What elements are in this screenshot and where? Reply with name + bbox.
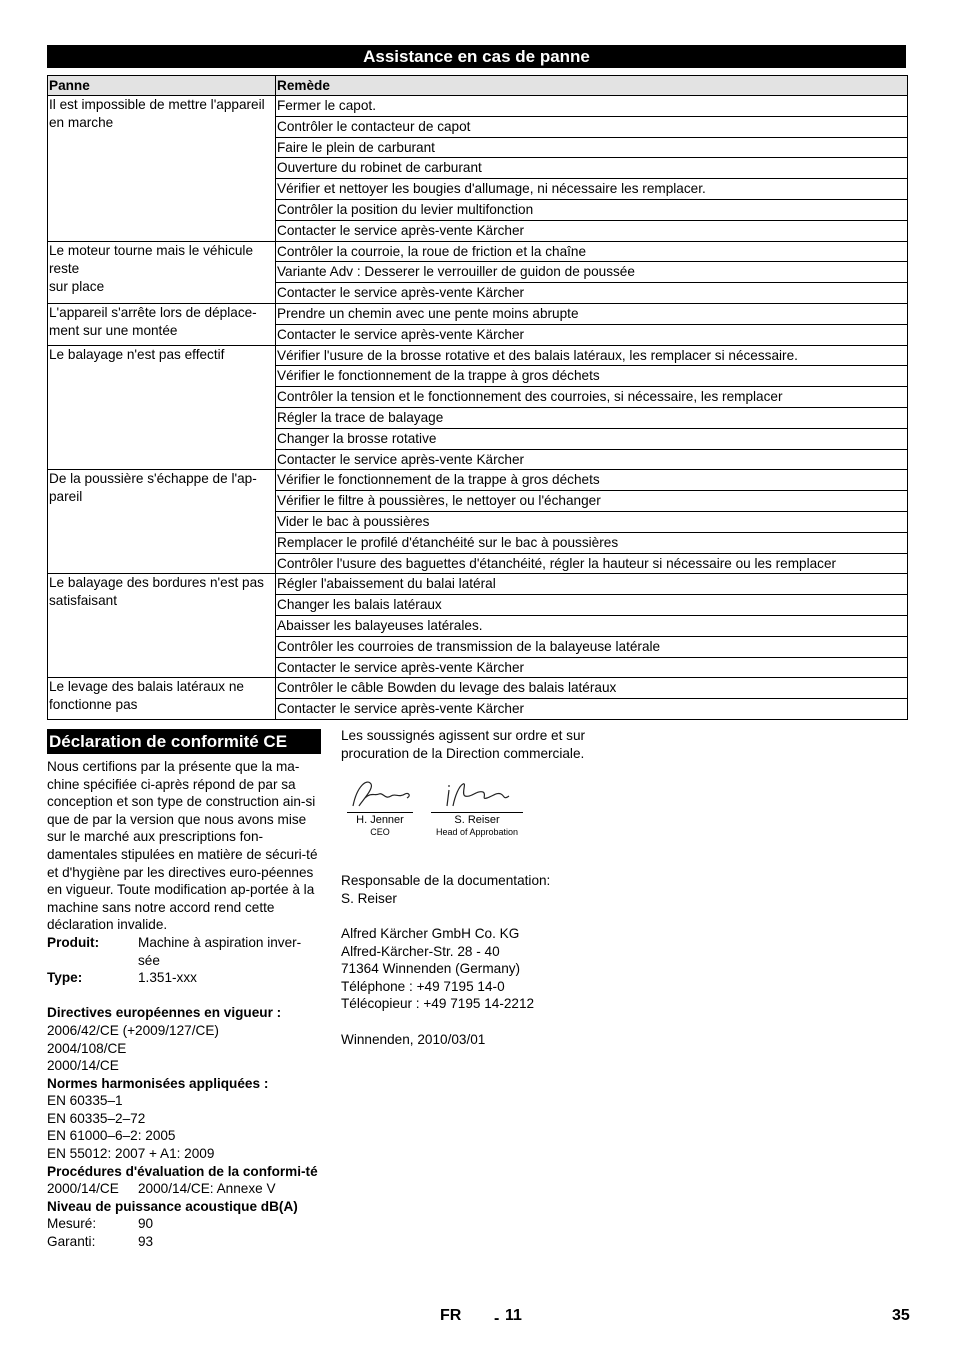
remedy-cell: Contacter le service après-vente Kärcher	[276, 699, 908, 720]
signer1-role: CEO	[370, 827, 390, 838]
table-row	[48, 574, 908, 595]
table-header-row	[48, 76, 908, 96]
signer2-name: S. Reiser	[431, 812, 523, 826]
procedure-left: 2000/14/CE	[47, 1181, 119, 1197]
signer1-name: H. Jenner	[347, 812, 413, 826]
procedures-label: Procédures d'évaluation de la conformi-té	[47, 1163, 318, 1179]
measured-label: Mesuré:	[47, 1216, 97, 1232]
fault-cell: Le balayage n'est pas effectif	[48, 345, 276, 470]
directives-label: Directives européennes en vigueur :	[47, 1005, 282, 1021]
signature-jenner-graphic	[347, 776, 413, 812]
remedy-cell: Vérifier le filtre à poussières, le nettoyer ou l'échanger	[276, 491, 908, 512]
signature-column	[341, 727, 631, 1048]
troubleshooting-table	[47, 75, 908, 720]
section-title: Assistance en cas de panne	[47, 45, 906, 68]
remedy-cell: Prendre un chemin avec une pente moins abrupte	[276, 303, 908, 324]
fault-cell: Il est impossible de mettre l'appareil en marche	[48, 96, 276, 242]
directive-item: 2000/14/CE	[47, 1058, 119, 1074]
place-date: Winnenden, 2010/03/01	[341, 1031, 486, 1047]
directive-item: 2004/108/CE	[47, 1040, 127, 1056]
remedy-cell: Contrôler la tension et le fonctionnement des courroies, si nécessaire, les remplacer	[276, 387, 908, 408]
remedy-cell: Contacter le service après-vente Kärcher	[276, 449, 908, 470]
company-address: Alfred Kärcher GmbH Co. KG Alfred-Kärcher-Str. 28 - 40 71364 Winnenden (Germany) Téléphone : +49 7195 14-0 Télécopieur : +49 7195 14-2212	[341, 925, 535, 1012]
footer-page-number: 35	[892, 1307, 910, 1324]
table-row	[48, 470, 908, 491]
remedy-cell: Contrôler le contacteur de capot	[276, 116, 908, 137]
signature-reiser	[431, 776, 523, 838]
procedure-row	[47, 1180, 323, 1198]
fault-cell: De la poussière s'échappe de l'ap-pareil	[48, 470, 276, 574]
remedy-cell: Contacter le service après-vente Kärcher	[276, 283, 908, 304]
table-body	[48, 96, 908, 720]
guaranteed-label: Garanti:	[47, 1234, 96, 1250]
declaration-column	[47, 729, 323, 1251]
remedy-cell: Vider le bac à poussières	[276, 511, 908, 532]
product-value: Machine à aspiration inver-sée	[138, 934, 302, 968]
remedy-cell: Contrôler l'usure des baguettes d'étanchéité, régler la hauteur si nécessaire ou les remplacer	[276, 553, 908, 574]
intro-text: Les soussignés agissent sur ordre et sur procuration de la Direction commerciale.	[341, 728, 586, 761]
product-label: Produit:	[47, 934, 100, 950]
remedy-cell: Variante Adv : Desserer le verrouiller de guidon de poussée	[276, 262, 908, 283]
directive-item: 2006/42/CE (+2009/127/CE)	[47, 1022, 219, 1038]
signature-jenner	[347, 776, 413, 838]
remedy-cell: Vérifier le fonctionnement de la trappe à gros déchets	[276, 470, 908, 491]
table-row	[48, 345, 908, 366]
remedy-cell: Contacter le service après-vente Kärcher	[276, 324, 908, 345]
measured-value: 90	[138, 1216, 154, 1232]
remedy-cell: Contrôler le câble Bowden du levage des balais latéraux	[276, 678, 908, 699]
type-row	[47, 969, 323, 987]
remedy-cell: Contacter le service après-vente Kärcher	[276, 657, 908, 678]
norm-item: EN 55012: 2007 + A1: 2009	[47, 1146, 215, 1162]
declaration-text: Nous certifions par la présente que la ma-chine spécifiée ci-après répond de par sa conception et son type de construction ain-si que de par la version que nous avons mise sur le marché aux prescriptions fon-damentales stipulées en matière de sécuri-té et d'hygiène par les directives euro-péennes en vigueur. Toute modification ap-portée à la machine sans notre accord rend cette déclaration invalide.	[47, 759, 318, 933]
declaration-title: Déclaration de conformité CE	[47, 729, 321, 754]
remedy-cell: Abaisser les balayeuses latérales.	[276, 615, 908, 636]
remedy-cell: Contacter le service après-vente Kärcher	[276, 220, 908, 241]
norm-item: EN 60335–1	[47, 1093, 123, 1109]
remedy-cell: Contrôler la courroie, la roue de friction et la chaîne	[276, 241, 908, 262]
type-label: Type:	[47, 970, 83, 986]
guaranteed-value: 93	[138, 1234, 154, 1250]
footer-language: FR	[440, 1307, 462, 1324]
signature-reiser-graphic	[431, 776, 523, 812]
header-fault: Panne	[48, 76, 276, 96]
remedy-cell: Vérifier et nettoyer les bougies d'allumage, ni nécessaire les remplacer.	[276, 179, 908, 200]
measured-row	[47, 1215, 323, 1233]
remedy-cell: Vérifier le fonctionnement de la trappe à gros déchets	[276, 366, 908, 387]
fault-cell: Le levage des balais latéraux ne fonctionne pas	[48, 678, 276, 720]
product-row	[47, 934, 323, 969]
table-row	[48, 303, 908, 324]
procedure-right: 2000/14/CE: Annexe V	[138, 1181, 276, 1197]
remedy-cell: Changer la brosse rotative	[276, 428, 908, 449]
fault-cell: L'appareil s'arrête lors de déplace-ment sur une montée	[48, 303, 276, 345]
remedy-cell: Contrôler la position du levier multifonction	[276, 199, 908, 220]
fault-cell: Le moteur tourne mais le véhicule reste sur place	[48, 241, 276, 303]
norms-label: Normes harmonisées appliquées :	[47, 1075, 269, 1091]
remedy-cell: Régler l'abaissement du balai latéral	[276, 574, 908, 595]
norm-item: EN 61000–6–2: 2005	[47, 1128, 176, 1144]
remedy-cell: Contrôler les courroies de transmission de la balayeuse latérale	[276, 636, 908, 657]
signer2-role: Head of Approbation	[435, 827, 519, 838]
remedy-cell: Changer les balais latéraux	[276, 595, 908, 616]
remedy-cell: Fermer le capot.	[276, 96, 908, 117]
footer-section-page: 11	[505, 1307, 522, 1324]
norm-item: EN 60335–2–72	[47, 1110, 146, 1126]
remedy-cell: Vérifier l'usure de la brosse rotative et des balais latéraux, les remplacer si nécessaire.	[276, 345, 908, 366]
documentation-responsible: Responsable de la documentation: S. Reiser	[341, 873, 551, 906]
sound-label: Niveau de puissance acoustique dB(A)	[47, 1198, 298, 1214]
table-row	[48, 678, 908, 699]
remedy-cell: Ouverture du robinet de carburant	[276, 158, 908, 179]
type-value: 1.351-xxx	[138, 970, 197, 986]
table-row	[48, 241, 908, 262]
table-row	[48, 96, 908, 117]
footer-dash: -	[494, 1310, 500, 1327]
remedy-cell: Faire le plein de carburant	[276, 137, 908, 158]
header-remedy: Remède	[276, 76, 908, 96]
remedy-cell: Remplacer le profilé d'étanchéité sur le bac à poussières	[276, 532, 908, 553]
guaranteed-row	[47, 1233, 323, 1251]
signature-area	[341, 762, 631, 872]
remedy-cell: Régler la trace de balayage	[276, 407, 908, 428]
fault-cell: Le balayage des bordures n'est pas satisfaisant	[48, 574, 276, 678]
